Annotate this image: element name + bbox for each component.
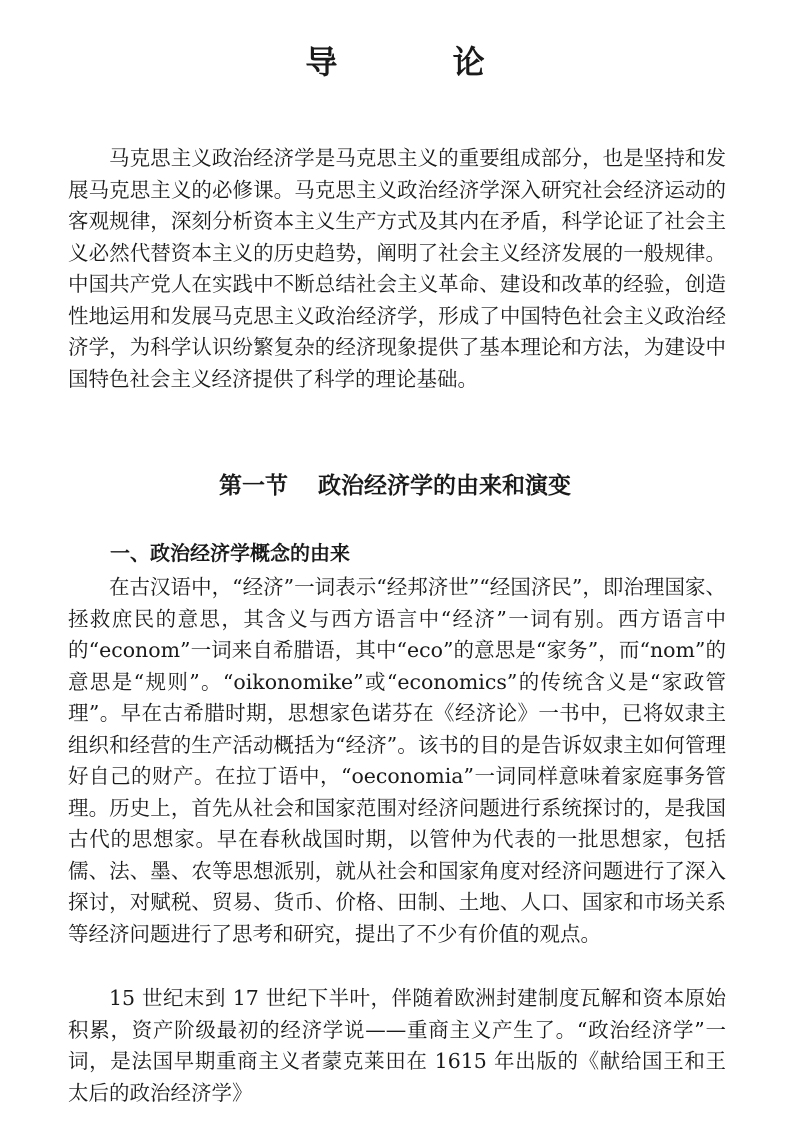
intro-paragraph: 马克思主义政治经济学是马克思主义的重要组成部分，也是坚持和发展马克思主义的必修课。马克思主义政治经济学深入研究社会经济运动的客观规律，深刻分析资本主义生产方式及其内在矛盾，科学论证了社会主义必然代替资本主义的历史趋势，阐明了社会主义经济发展的一般规律。中国共产党人在实践中不断总结社会主义革命、建设和改革的经验，创造性地运用和发展马克思主义政治经济学，形成了中国特色社会主义政治经济学，为科学认识纷繁复杂的经济现象提供了基本理论和方法，为建设中国特色社会主义经济提供了科学的理论基础。 xyxy=(68,146,726,391)
subsection-title: 一、政治经济学概念的由来 xyxy=(110,541,350,565)
body-paragraph: 在古汉语中，“经济”一词表示“经邦济世”“经国济民”，即治理国家、拯救庶民的意思，其含义与西方语言中“经济”一词有别。西方语言中的“econom”一词来自希腊语，其中“eco”的意思是“家务”，而“nom”的意思是“规则”。“oikonomike”或“economics”的传统含义是“家政管理”。早在古希腊时期，思想家色诺芬在《经济论》一书中，已将奴隶主组织和经营的生产活动概括为“经济”。该书的目的是告诉奴隶主如何管理好自己的财产。在拉丁语中，“oeconomia”一词同样意味着家庭事务管理。历史上，首先从社会和国家范围对经济问题进行系统探讨的，是我国古代的思想家。早在春秋战国时期，以管仲为代表的一批思想家，包括儒、法、墨、农等思想派别，就从社会和国家角度对经济问题进行了深入探讨，对赋税、贸易、货币、价格、田制、土地、人口、国家和市场关系等经济问题进行了思考和研究，提出了不少有价值的观点。 xyxy=(68,575,726,946)
section-heading xyxy=(0,470,790,502)
chapter-title: 导 论 xyxy=(305,43,537,81)
section-number: 第一节 xyxy=(219,473,288,499)
body-paragraph: 15 世纪末到 17 世纪下半叶，伴随着欧洲封建制度瓦解和资本原始积累，资产阶级最初的经济学说——重商主义产生了。“政治经济学”一词，是法国早期重商主义者蒙克莱田在 1615 年出版的《献给国王和王太后的政治经济学》 xyxy=(68,986,726,1105)
section-title: 政治经济学的由来和演变 xyxy=(318,473,571,499)
